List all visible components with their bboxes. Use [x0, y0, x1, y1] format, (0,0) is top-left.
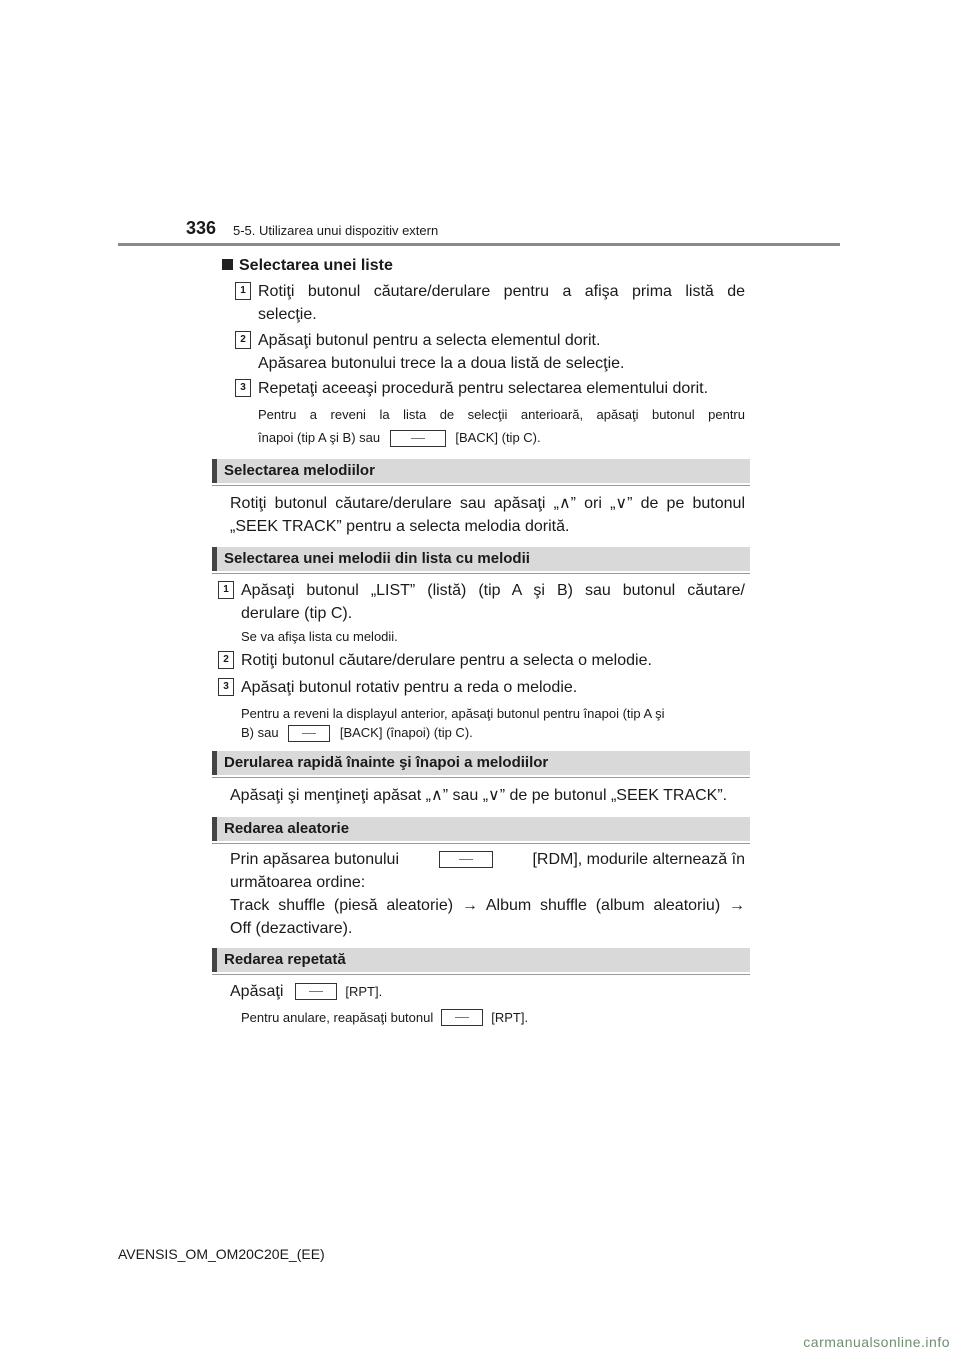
song-list-step1-line2: derulare (tip C). [241, 605, 353, 622]
random-line4: Off (dezactivare). [230, 920, 353, 937]
repeat-heading: Redarea repetată [212, 948, 750, 972]
header-divider [118, 243, 840, 246]
song-list-step1-note: Se va afişa lista cu melodii. [241, 629, 398, 644]
back-button-icon [288, 725, 330, 742]
fast-forward-line: Apăsaţi şi menţineţi apăsat „∧” sau „∨” de pe butonul „SEEK TRACK”. [230, 787, 728, 804]
repeat-divider [212, 974, 750, 975]
back-button-icon [390, 430, 446, 447]
list-selection-title: Selectarea unei liste [222, 254, 393, 277]
song-list-divider [212, 573, 750, 574]
repeat-note: Pentru anulare, reapăsaţi butonul [RPT]. [241, 1010, 529, 1025]
list-note-line2: înapoi (tip A şi B) sau [BACK] (tip C). [258, 428, 541, 447]
section-title: 5-5. Utilizarea unui dispozitiv extern [233, 223, 439, 238]
list-note-line1: Pentru a reveni la lista de selecţii anterioară, apăsaţi butonul pentru [258, 407, 745, 422]
step-badge-1: 1 [235, 282, 251, 300]
list-step2-line1: Apăsaţi butonul pentru a selecta elementul dorit. [258, 332, 601, 349]
song-selection-heading: Selectarea melodiilor [212, 459, 750, 483]
fast-forward-heading: Derularea rapidă înainte şi înapoi a melodiilor [212, 751, 750, 775]
song-list-step1-line1: Apăsaţi butonul „LIST” (listă) (tip A şi B) sau butonul căutare/ [241, 582, 745, 599]
rpt-button-icon [441, 1009, 483, 1026]
list-step1-line1: Rotiţi butonul căutare/derulare pentru a afişa prima listă de [258, 283, 745, 300]
step-badge-3: 3 [218, 678, 234, 696]
song-selection-line2: „SEEK TRACK” pentru a selecta melodia dorită. [230, 518, 570, 535]
list-step2-line2: Apăsarea butonului trece la a doua listă de selecţie. [258, 355, 625, 372]
list-step3: Repetaţi aceeaşi procedură pentru selectarea elementului dorit. [258, 380, 709, 397]
song-list-heading: Selectarea unei melodii din lista cu melodii [212, 547, 750, 571]
step-badge-2: 2 [218, 651, 234, 669]
song-list-step3: Apăsaţi butonul rotativ pentru a reda o melodie. [241, 679, 578, 696]
song-selection-line1: Rotiţi butonul căutare/derulare sau apăsaţi „∧” ori „∨” de pe butonul [230, 495, 745, 512]
watermark: carmanualsonline.info [803, 1334, 950, 1350]
fast-forward-divider [212, 777, 750, 778]
song-list-step2: Rotiţi butonul căutare/derulare pentru a selecta o melodie. [241, 652, 652, 669]
rdm-button-icon [439, 851, 493, 868]
page-number: 336 [186, 218, 217, 238]
random-line1: Prin apăsarea butonului [RDM], modurile alternează în [230, 851, 745, 868]
square-bullet-icon [222, 259, 233, 270]
step-badge-1: 1 [218, 581, 234, 599]
song-selection-divider [212, 485, 750, 486]
random-heading: Redarea aleatorie [212, 817, 750, 841]
random-line2: următoarea ordine: [230, 874, 366, 891]
random-line3: Track shuffle (piesă aleatorie) → Album shuffle (album aleatoriu) → [230, 897, 745, 914]
repeat-line: Apăsaţi [RPT]. [230, 983, 383, 1000]
list-step1-line2: selecţie. [258, 306, 317, 323]
step-badge-3: 3 [235, 379, 251, 397]
rpt-button-icon [295, 983, 337, 1000]
song-list-note-line2: B) sau [BACK] (înapoi) (tip C). [241, 723, 473, 742]
footer-doc-code: AVENSIS_OM_OM20C20E_(EE) [118, 1246, 325, 1262]
step-badge-2: 2 [235, 331, 251, 349]
song-list-note-line1: Pentru a reveni la displayul anterior, apăsaţi butonul pentru înapoi (tip A şi [241, 706, 665, 721]
random-divider [212, 843, 750, 844]
